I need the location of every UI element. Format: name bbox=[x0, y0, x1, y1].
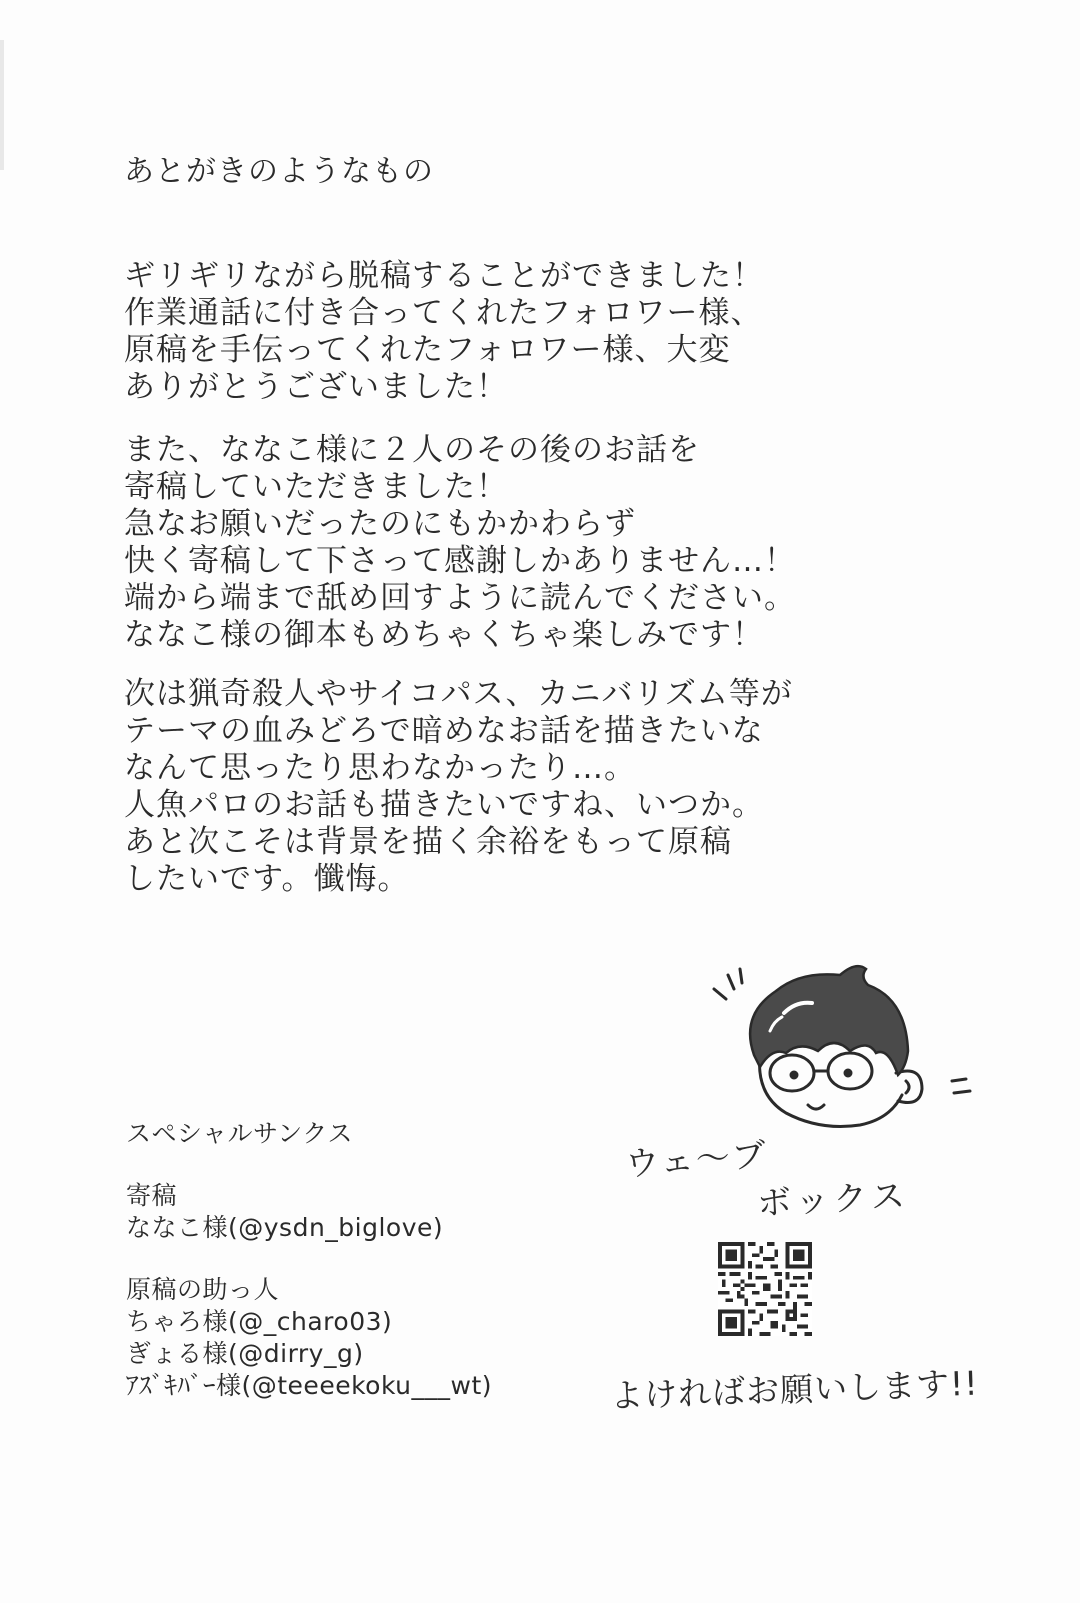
text-line: 人魚パロのお話も描きたいですね、いつか。 bbox=[124, 787, 764, 823]
thanks-entry: ちゃろ様(@_charo03) bbox=[126, 1307, 393, 1336]
handwritten-box: ボックス bbox=[756, 1176, 910, 1224]
paragraph-next-plans bbox=[124, 676, 793, 898]
text-line: あと次こそは背景を描く余裕をもって原稿 bbox=[124, 824, 732, 860]
page-title: あとがきのようなもの bbox=[124, 154, 434, 189]
thanks-entry: ｱｽﾞｷﾊﾞｰ様(@teeeekoku___wt) bbox=[126, 1371, 493, 1400]
text-line: ギリギリながら脱稿することができました！ bbox=[124, 258, 764, 294]
text-line: また、ななこ様に２人のその後のお話を bbox=[124, 432, 700, 468]
text-line: 快く寄稿して下さって感謝しかありません…！ bbox=[124, 543, 796, 579]
character-face-illustration bbox=[700, 955, 990, 1155]
text-line: したいです。懺悔。 bbox=[124, 861, 410, 897]
page-edge-shadow bbox=[0, 40, 4, 170]
qr-code-icon[interactable] bbox=[718, 1242, 812, 1336]
text-line: ななこ様の御本もめちゃくちゃ楽しみです！ bbox=[124, 617, 764, 653]
handwritten-request: よければお願いします!! bbox=[609, 1363, 980, 1416]
text-line: 端から端まで舐め回すように読んでください。 bbox=[124, 580, 796, 616]
handwritten-wave: ウェ〜ブ bbox=[624, 1135, 770, 1185]
text-line: 次は猟奇殺人やサイコパス、カニバリズム等が bbox=[124, 676, 793, 712]
paragraph-thanks-helpers bbox=[124, 258, 764, 406]
text-line: 急なお願いだったのにもかかわらず bbox=[124, 506, 636, 542]
text-line: 寄稿していただきました！ bbox=[124, 469, 508, 505]
text-line: なんて思ったり思わなかったり…。 bbox=[124, 750, 636, 786]
text-line: テーマの血みどろで暗めなお話を描きたいな bbox=[124, 713, 764, 749]
text-line: ありがとうございました！ bbox=[124, 369, 508, 405]
paragraph-guest-contribution bbox=[124, 432, 796, 654]
text-line: 作業通話に付き合ってくれたフォロワー様、 bbox=[124, 295, 763, 331]
special-thanks-heading: スペシャルサンクス bbox=[126, 1119, 354, 1148]
thanks-group-label: 原稿の助っ人 bbox=[126, 1275, 280, 1304]
thanks-group-contribution bbox=[126, 1180, 443, 1244]
thanks-entry: ぎょる様(@dirry_g) bbox=[126, 1339, 364, 1368]
thanks-group-helpers bbox=[126, 1274, 492, 1402]
thanks-entry: ななこ様(@ysdn_biglove) bbox=[126, 1213, 444, 1242]
text-line: 原稿を手伝ってくれたフォロワー様、大変 bbox=[124, 332, 731, 368]
thanks-group-label: 寄稿 bbox=[126, 1181, 178, 1210]
